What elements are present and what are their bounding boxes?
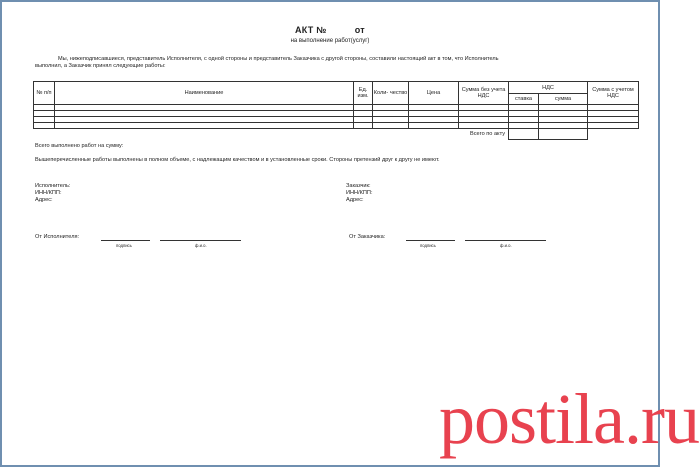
header-price: Цена bbox=[409, 82, 459, 105]
header-vat: НДС bbox=[509, 82, 588, 94]
customer-signature-line[interactable] bbox=[406, 240, 455, 241]
document-subtitle: на выполнение работ(услуг) bbox=[290, 38, 370, 44]
header-qty: Коли- чество bbox=[373, 82, 409, 105]
total-row bbox=[34, 129, 639, 140]
total-amount-line: Всего выполнено работ на сумму: bbox=[35, 143, 124, 149]
customer-label: Заказчик: bbox=[346, 183, 371, 189]
title-date-from: от bbox=[354, 25, 366, 35]
header-sum-with-vat: Сумма с учетом НДС bbox=[588, 82, 639, 105]
customer-sign-from: От Заказчика: bbox=[349, 234, 386, 240]
executor-name-caption: ф.и.о. bbox=[195, 243, 207, 248]
completion-statement: Вышеперечисленные работы выполнены в полном объеме, с надлежащим качеством и в установленные сроки. Стороны претензий друг к другу не имеют. bbox=[35, 157, 440, 163]
executor-address: Адрес: bbox=[35, 197, 53, 203]
header-name: Наименование bbox=[55, 82, 354, 105]
document-title bbox=[0, 25, 660, 35]
total-label: Всего по акту bbox=[470, 131, 505, 138]
header-sum-no-vat: Сумма без учета НДС bbox=[459, 82, 509, 105]
executor-sign-from: От Исполнителя: bbox=[35, 234, 80, 240]
header-vat-rate: ставка bbox=[509, 94, 539, 105]
postila-watermark: postila.ru bbox=[439, 379, 699, 459]
customer-signature-caption: подпись bbox=[420, 243, 436, 248]
total-vat-rate bbox=[509, 129, 539, 140]
executor-signature-line[interactable] bbox=[101, 240, 150, 241]
total-vat-sum bbox=[539, 129, 588, 140]
executor-name-line[interactable] bbox=[160, 240, 241, 241]
intro-line-2: выполнил, а Заказчик принял следующие работы: bbox=[35, 63, 166, 69]
title-act-number: АКТ № bbox=[294, 25, 327, 35]
executor-inn: ИНН/КПП: bbox=[35, 190, 62, 196]
header-unit: Ед. изм. bbox=[354, 82, 373, 105]
customer-inn: ИНН/КПП: bbox=[346, 190, 373, 196]
customer-name-caption: ф.и.о. bbox=[500, 243, 512, 248]
works-table bbox=[33, 81, 639, 140]
intro-line-1: Мы, нижеподписавшиеся, представитель Исполнителя, с одной стороны и представитель Заказчика с другой стороны, составили настоящий акт в том, что Исполнитель bbox=[58, 56, 499, 62]
customer-name-line[interactable] bbox=[465, 240, 546, 241]
executor-signature-caption: подпись bbox=[116, 243, 132, 248]
executor-label: Исполнитель: bbox=[35, 183, 71, 189]
customer-address: Адрес: bbox=[346, 197, 364, 203]
header-vat-sum: сумма bbox=[539, 94, 588, 105]
header-no: № п/п bbox=[34, 82, 55, 105]
